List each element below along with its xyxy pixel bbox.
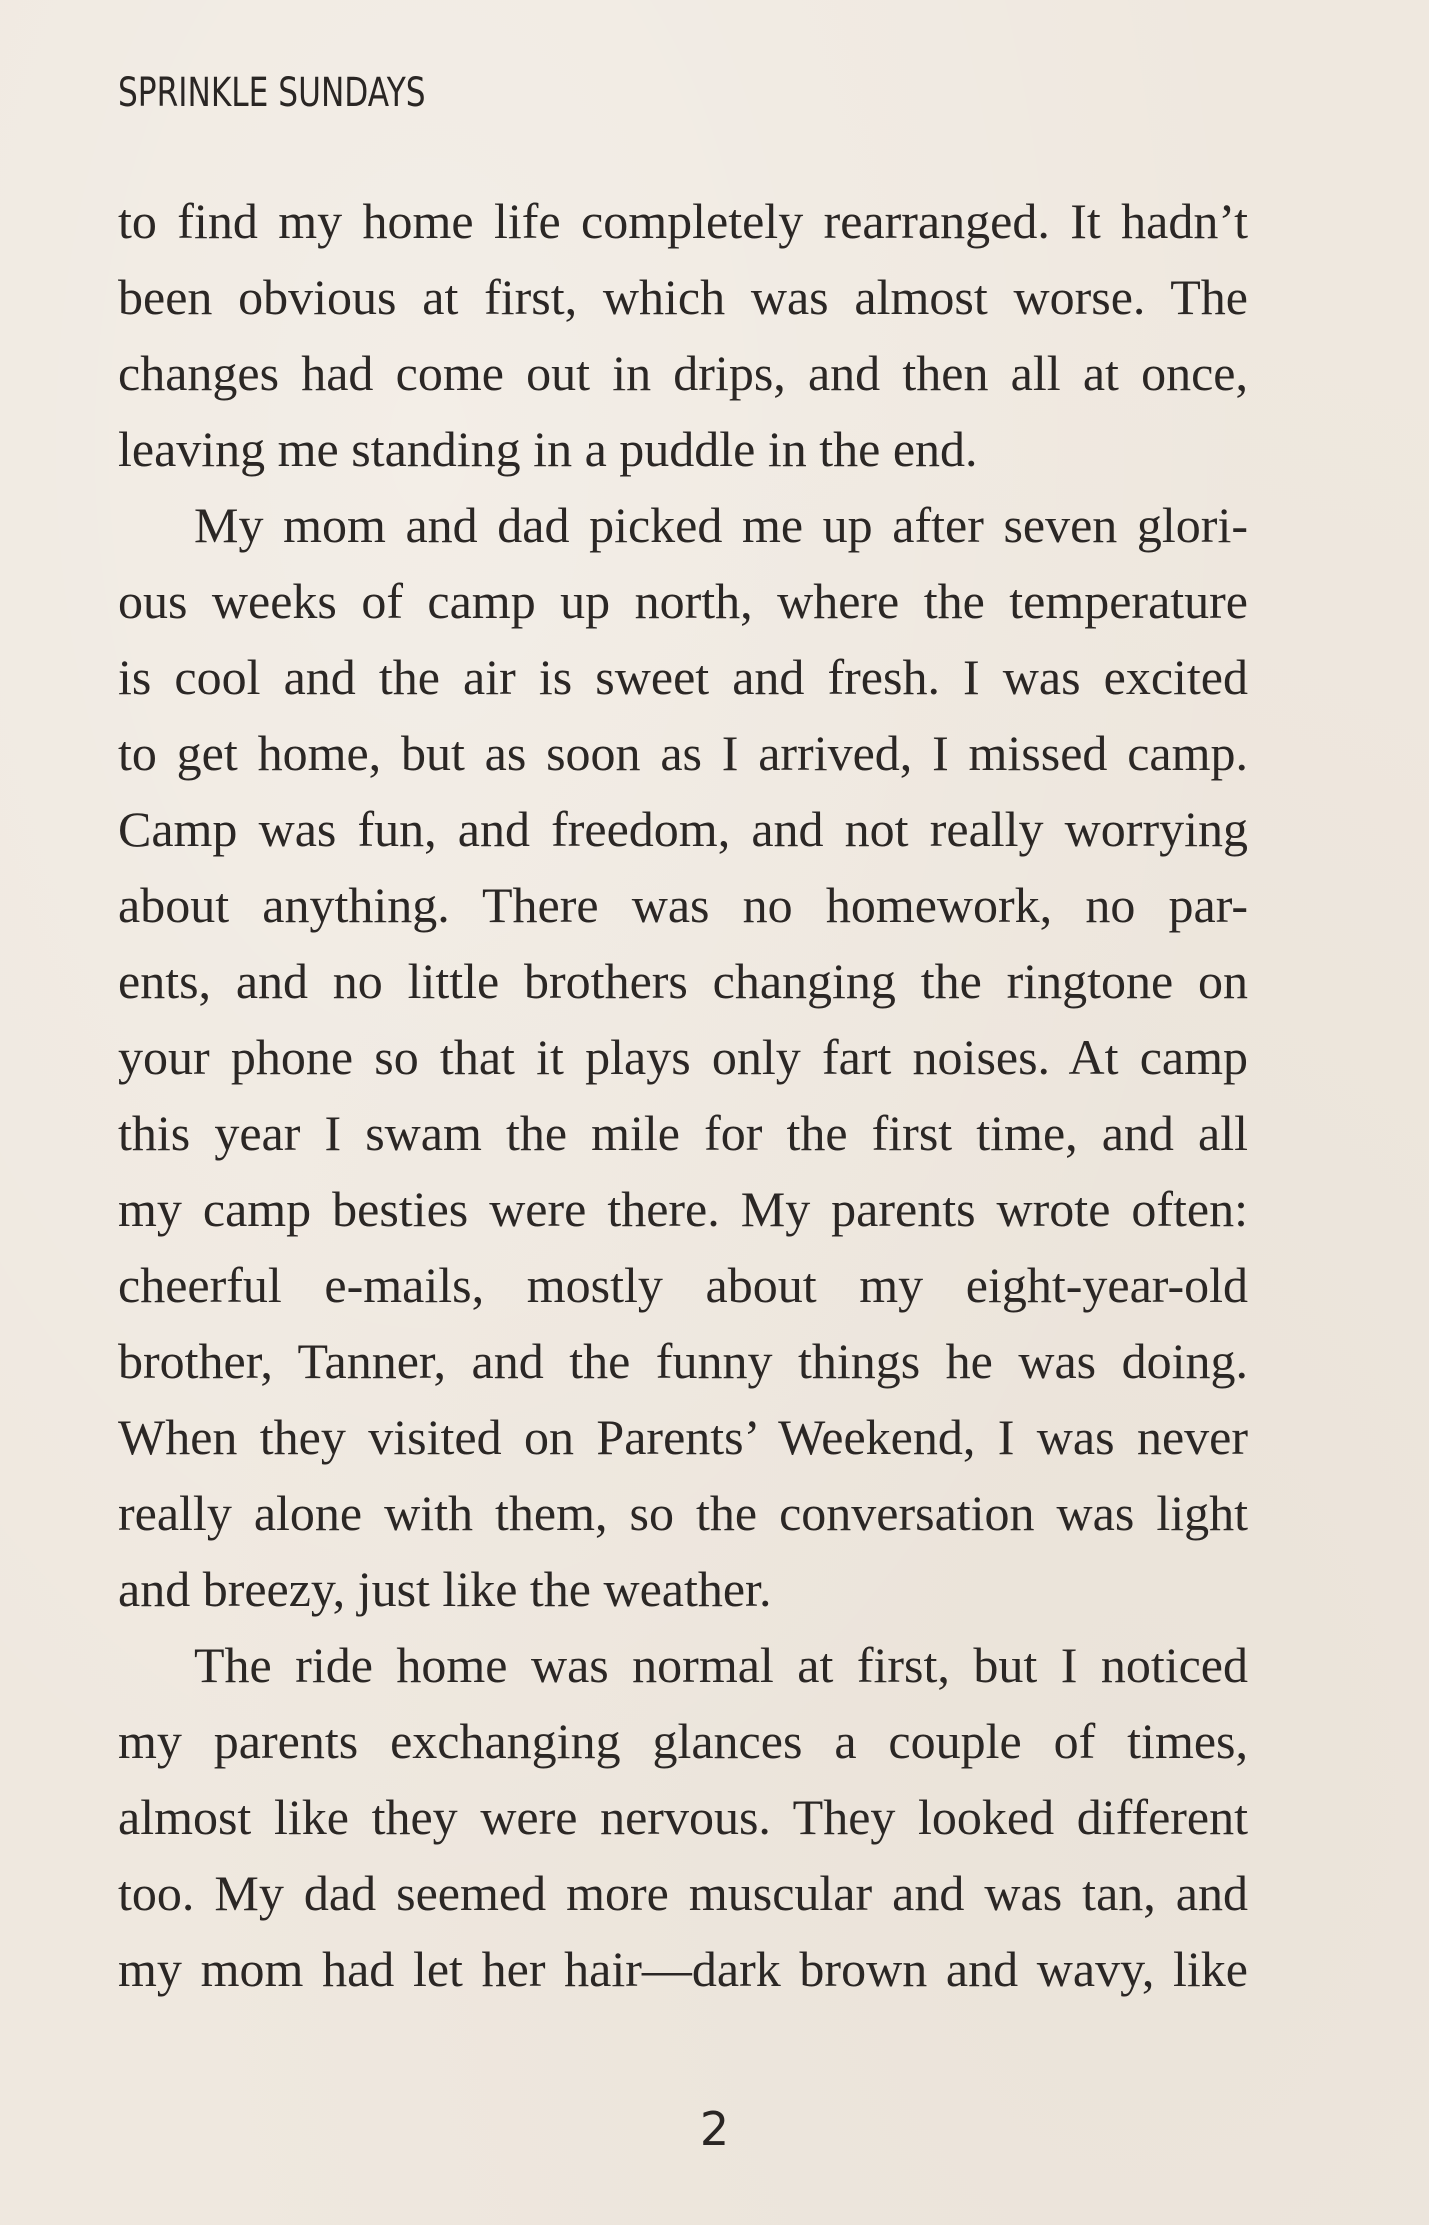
text-line: brother, Tanner, and the funny things he was doing. xyxy=(118,1333,1248,1389)
text-line: my mom had let her hair—dark brown and wavy, like xyxy=(118,1941,1248,1997)
text-line: changes had come out in drips, and then all at once, xyxy=(118,345,1248,401)
text-line: to find my home life completely rearranged. It hadn’t xyxy=(118,193,1248,249)
text-line: my camp besties were there. My parents wrote often: xyxy=(118,1181,1248,1237)
text-line: about anything. There was no homework, no par- xyxy=(118,877,1248,933)
text-line: cheerful e-mails, mostly about my eight-year-old xyxy=(118,1257,1248,1313)
text-line: My mom and dad picked me up after seven glori- xyxy=(194,497,1248,553)
text-line: Camp was fun, and freedom, and not really worrying xyxy=(118,801,1248,857)
text-line: ous weeks of camp up north, where the temperature xyxy=(118,573,1248,629)
text-line: is cool and the air is sweet and fresh. I was excited xyxy=(118,649,1248,705)
text-line: When they visited on Parents’ Weekend, I was never xyxy=(118,1409,1248,1465)
text-line: and breezy, just like the weather. xyxy=(118,1561,772,1617)
text-line: The ride home was normal at first, but I noticed xyxy=(194,1637,1248,1693)
text-line: this year I swam the mile for the first time, and all xyxy=(118,1105,1248,1161)
text-line: my parents exchanging glances a couple of times, xyxy=(118,1713,1248,1769)
text-line: almost like they were nervous. They looked different xyxy=(118,1789,1248,1845)
text-line: been obvious at first, which was almost worse. The xyxy=(118,269,1248,325)
body-text xyxy=(118,183,1248,2007)
text-line: ents, and no little brothers changing the ringtone on xyxy=(118,953,1248,1009)
text-line: your phone so that it plays only fart noises. At camp xyxy=(118,1029,1248,1085)
running-head: SPRINKLE SUNDAYS xyxy=(118,70,426,116)
text-line: to get home, but as soon as I arrived, I missed camp. xyxy=(118,725,1248,781)
text-line: too. My dad seemed more muscular and was tan, and xyxy=(118,1865,1248,1921)
page-number: 2 xyxy=(699,2102,730,2156)
text-line: really alone with them, so the conversation was light xyxy=(118,1485,1248,1541)
text-line: leaving me standing in a puddle in the end. xyxy=(118,421,978,477)
